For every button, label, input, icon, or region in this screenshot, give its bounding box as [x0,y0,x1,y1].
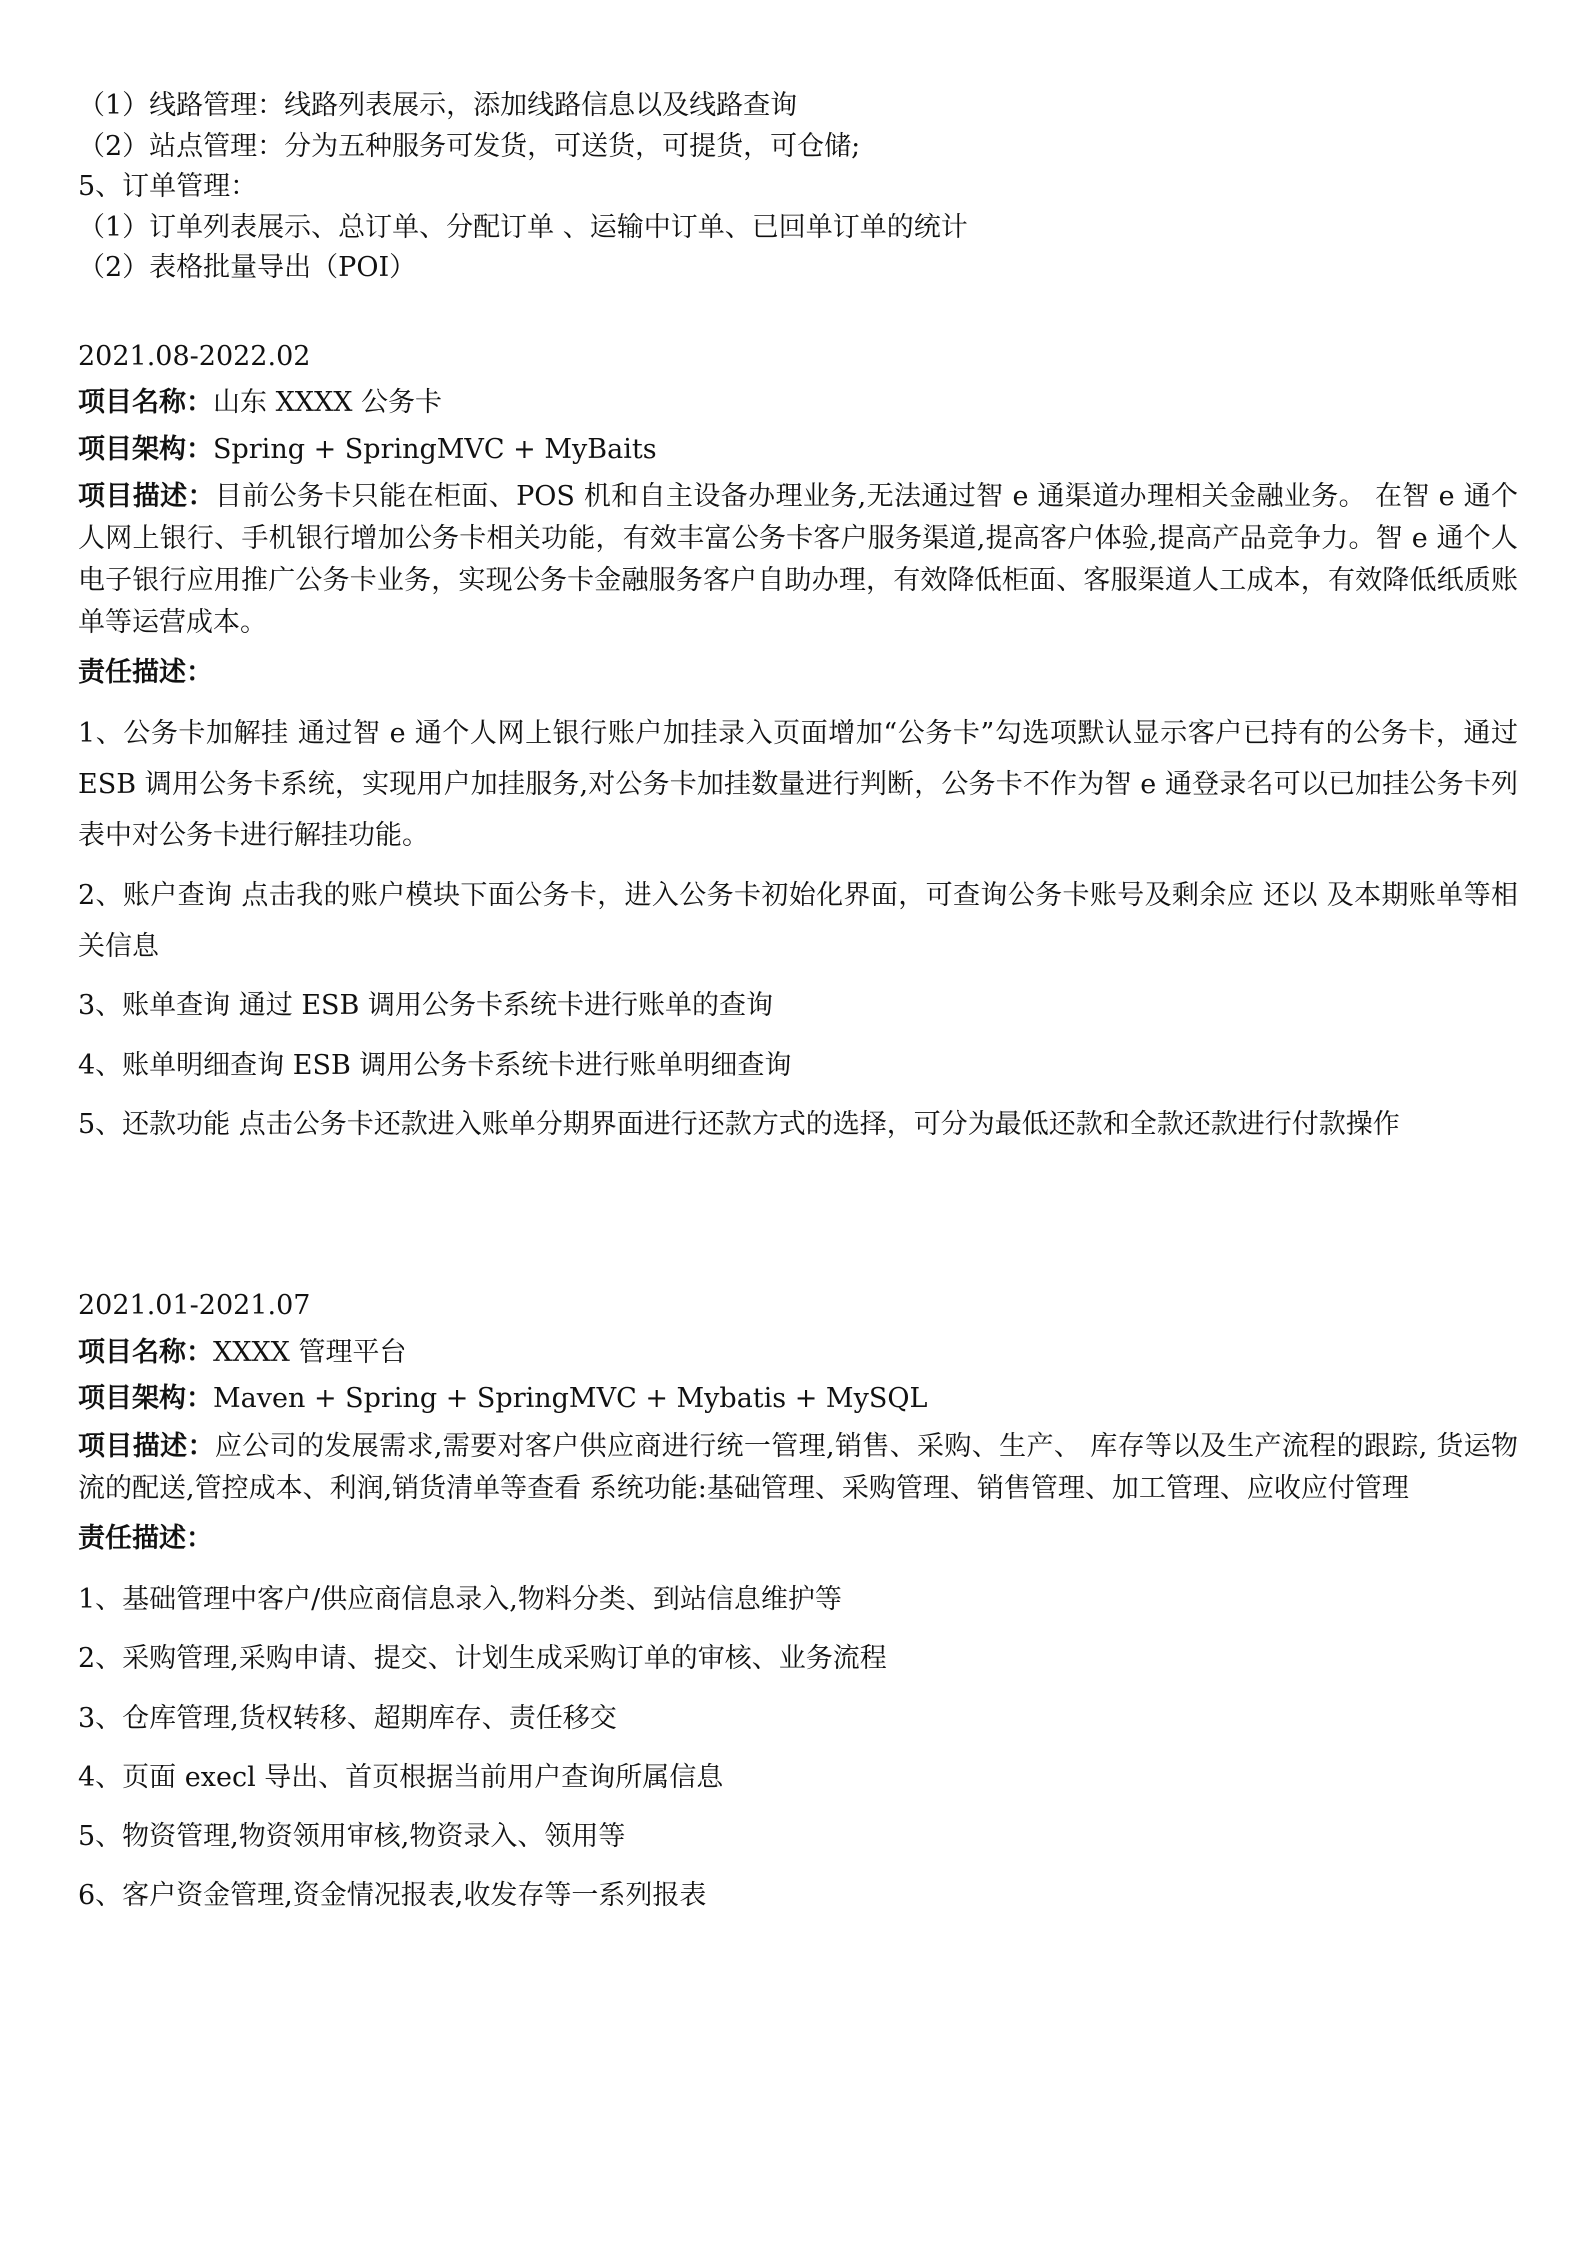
duty-item: 3、仓库管理,货权转移、超期库存、责任移交 [78,1702,617,1734]
duty-item: 4、账单明细查询 ESB 调用公务卡系统卡进行账单明细查询 [78,1049,792,1081]
duty-heading: 责任描述： [78,1523,213,1555]
project-arch: Maven + Spring + SpringMVC + Mybatis + MySQL [213,1383,928,1415]
project-arch-row [78,1379,1518,1420]
project-desc [78,1426,1518,1510]
duty-item: 5、物资管理,物资领用审核,物资录入、领用等 [78,1821,626,1853]
project-desc-text: 目前公务卡只能在柜面、POS 机和自主设备办理业务,无法通过智 e 通渠道办理相关金融业务。 在智 e 通个人网上银行、手机银行增加公务卡相关功能，有效丰富公务卡客户服务渠道,提高客户体验,提高产品竞争力。智 e 通个人电子银行应用推广公务卡业务，实现公务卡金融服务客户自助办理，有效降低柜面、客服渠道人工成本，有效降低纸质账单等运营成本。 [78,481,1518,638]
duty-item: 2、账户查询 点击我的账户模块下面公务卡，进入公务卡初始化界面，可查询公务卡账号及剩余应 还以 及本期账单等相关信息 [78,879,1518,963]
intro-line: （1）线路管理：线路列表展示，添加线路信息以及线路查询 [78,90,798,121]
project-date: 2021.08-2022.02 [78,340,311,372]
duty-item: 1、公务卡加解挂 通过智 e 通个人网上银行账户加挂录入页面增加“公务卡”勾选项默认显示客户已持有的公务卡，通过 ESB 调用公务卡系统，实现用户加挂服务,对公务卡加挂数量进行判断，公务卡不作为智 e 通登录名可以已加挂公务卡列表中对公务卡进行解挂功能。 [78,717,1518,852]
project-date: 2021.01-2021.07 [78,1290,311,1322]
project-name-label: 项目名称： [78,1336,213,1368]
duty-item: 1、基础管理中客户/供应商信息录入,物料分类、到站信息维护等 [78,1583,842,1615]
project-section [78,1286,1518,1921]
duty-item: 2、采购管理,采购申请、提交、计划生成采购订单的审核、业务流程 [78,1643,887,1675]
project-name: XXXX 管理平台 [213,1336,407,1368]
project-name-label: 项目名称： [78,387,213,418]
resume-page [78,86,1518,1930]
intro-line: （2）表格批量导出（POI） [78,252,417,283]
project-arch-label: 项目架构： [78,1383,213,1415]
duty-item: 4、页面 execl 导出、首页根据当前用户查询所属信息 [78,1761,724,1793]
project-desc [78,476,1518,643]
intro-section [78,86,1518,289]
project-name: 山东 XXXX 公务卡 [213,387,443,418]
duty-item: 5、还款功能 点击公务卡还款进入账单分期界面进行还款方式的选择，可分为最低还款和全款还款进行付款操作 [78,1108,1400,1140]
project-desc-text: 应公司的发展需求,需要对客户供应商进行统一管理,销售、采购、生产、 库存等以及生产流程的跟踪, 货运物流的配送,管控成本、利润,销货清单等查看 系统功能:基础管理、采购管理、销售管理、加工管理、应收应付管理 [78,1430,1518,1504]
duty-heading: 责任描述： [78,657,213,689]
project-desc-label: 项目描述： [78,1430,215,1462]
intro-line: （2）站点管理：分为五种服务可发货，可送货，可提货，可仓储; [78,130,861,162]
intro-line: （1）订单列表展示、总订单、分配订单 、运输中订单、已回单订单的统计 [78,211,968,243]
project-arch-label: 项目架构： [78,433,213,465]
project-section [78,337,1518,1151]
duty-item: 6、客户资金管理,资金情况报表,收发存等一系列报表 [78,1880,707,1912]
project-name-row [78,1333,1518,1374]
duty-item: 3、账单查询 通过 ESB 调用公务卡系统卡进行账单的查询 [78,990,773,1022]
project-name-row [78,383,1518,424]
project-arch-row [78,430,1518,471]
project-desc-label: 项目描述： [78,481,215,512]
intro-line: 5、订单管理： [78,171,258,202]
project-arch: Spring + SpringMVC + MyBaits [213,433,657,465]
